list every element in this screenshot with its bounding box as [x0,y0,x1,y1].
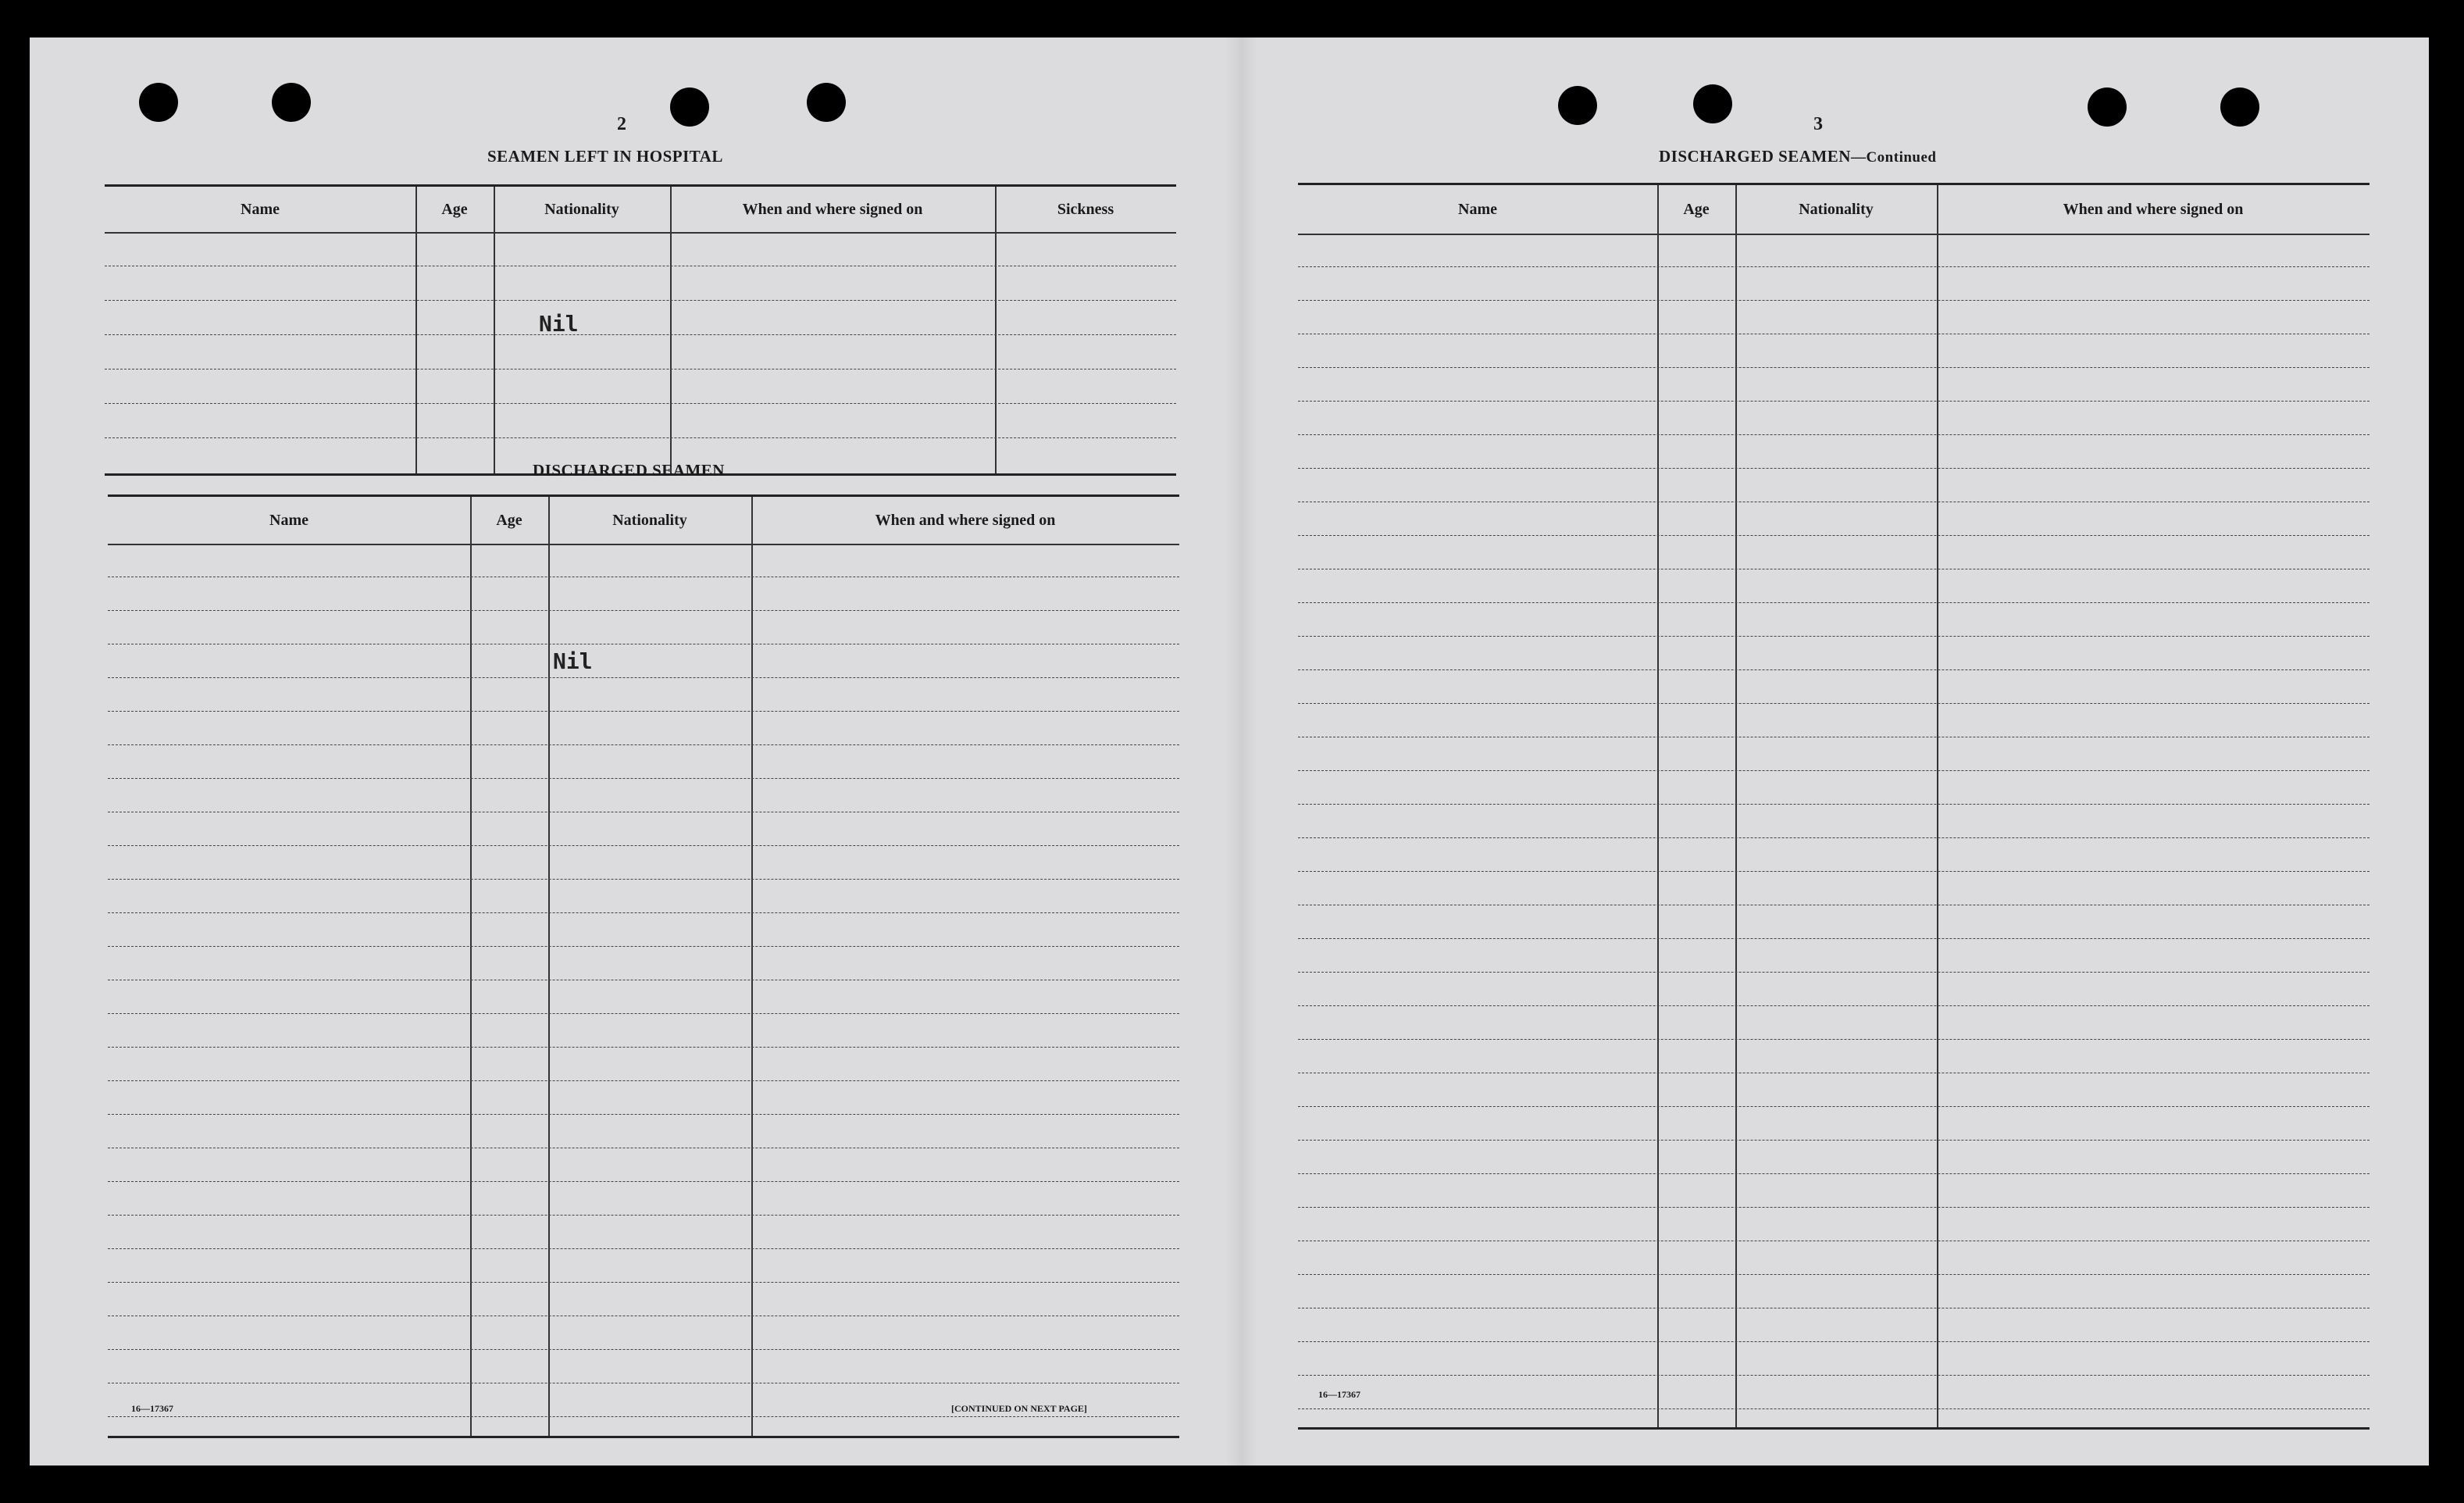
table-row [1298,973,2370,1006]
column-header-when-where-signed-on: When and where signed on [742,200,923,218]
table-row [1298,1174,2370,1208]
table-row [1298,502,2370,536]
table-header [1298,185,2370,235]
table-row [1298,536,2370,569]
section-title-text: DISCHARGED SEAMEN [1659,147,1851,166]
table-header [105,187,1176,234]
table-row [1298,905,2370,939]
table-row [108,712,1179,745]
table-row [108,1115,1179,1148]
table-row [1298,603,2370,637]
table-row [1298,267,2370,301]
table-row [1298,805,2370,838]
table-row [108,1048,1179,1081]
punch-hole [139,83,178,122]
section-title-seamen-left-in-hospital: SEAMEN LEFT IN HOSPITAL [487,147,723,166]
table-row [108,1216,1179,1249]
discharged-continued-table [1298,183,2370,1430]
table-row [108,1350,1179,1383]
table-row [1298,838,2370,872]
table-row [108,980,1179,1014]
column-header-name: Name [269,511,308,529]
punch-hole [272,83,311,122]
table-row [108,779,1179,812]
form-number: 16—17367 [1318,1389,1360,1400]
punch-hole [807,83,846,122]
table-row [108,947,1179,980]
table-row [105,266,1176,301]
table-row [1298,1141,2370,1174]
table-row [1298,469,2370,502]
table-row [1298,939,2370,973]
document-sheet [30,37,2429,1466]
table-row [105,370,1176,404]
table-row [108,577,1179,611]
table-row [1298,1006,2370,1040]
punch-hole [2088,87,2127,127]
section-title-suffix: —Continued [1850,149,1937,166]
table-row [108,1014,1179,1048]
table-row [108,544,1179,577]
column-header-name: Name [241,200,280,218]
table-row [1298,737,2370,771]
table-row [1298,1208,2370,1241]
table-row [108,1148,1179,1182]
table-row [105,232,1176,266]
table-row [1298,569,2370,603]
page-fold [1226,37,1257,1466]
table-row [108,644,1179,678]
table-row [1298,435,2370,469]
table-row [1298,1040,2370,1073]
table-row [1298,1107,2370,1141]
table-row [1298,670,2370,704]
page-number: 3 [1813,114,1823,134]
table-row [108,1249,1179,1283]
table-rows [108,544,1179,1436]
table-row [1298,704,2370,737]
page-number: 2 [617,114,626,134]
column-header-nationality: Nationality [612,511,687,529]
discharged-nil-entry: Nil [553,648,593,674]
column-header-name: Name [1458,200,1497,218]
column-header-age: Age [1683,200,1710,218]
table-row [108,1081,1179,1115]
table-header [108,497,1179,545]
hospital-table [105,184,1176,476]
column-header-age: Age [496,511,522,529]
column-header-nationality: Nationality [1799,200,1874,218]
column-header-when-where-signed-on: When and where signed on [2063,200,2244,218]
table-row [1298,872,2370,905]
table-row [1298,234,2370,267]
form-number: 16—17367 [131,1403,173,1414]
table-row [1298,301,2370,334]
table-row [1298,771,2370,805]
table-row [105,335,1176,370]
table-rows [1298,234,2370,1427]
continued-note: [CONTINUED ON NEXT PAGE] [951,1403,1087,1414]
table-row [1298,1308,2370,1342]
table-row [108,913,1179,947]
column-header-nationality: Nationality [544,200,619,218]
table-row [108,880,1179,913]
table-row [1298,1073,2370,1107]
table-row [1298,1241,2370,1275]
table-row [108,1316,1179,1350]
table-rows [105,232,1176,473]
table-row [1298,1376,2370,1409]
table-row [108,611,1179,644]
table-row [108,678,1179,712]
table-row [108,812,1179,846]
hospital-nil-entry: Nil [539,311,579,337]
discharged-table [108,494,1179,1438]
punch-hole [2220,87,2259,127]
table-row [1298,1275,2370,1308]
table-row [1298,637,2370,670]
table-row [108,745,1179,779]
table-row [1298,368,2370,402]
table-row [1298,1342,2370,1376]
table-row [1298,402,2370,435]
table-row [105,404,1176,438]
punch-hole [1558,86,1597,125]
punch-hole [670,87,709,127]
section-title-discharged-seamen-continued [1659,147,1936,166]
table-row [108,846,1179,880]
column-header-sickness: Sickness [1057,200,1114,218]
punch-hole [1693,84,1732,123]
table-row [108,1283,1179,1316]
column-header-when-where-signed-on: When and where signed on [875,511,1056,529]
section-title-discharged-seamen: DISCHARGED SEAMEN [533,461,725,480]
table-row [108,1182,1179,1216]
column-header-age: Age [441,200,468,218]
table-row [105,301,1176,335]
table-row [1298,334,2370,368]
